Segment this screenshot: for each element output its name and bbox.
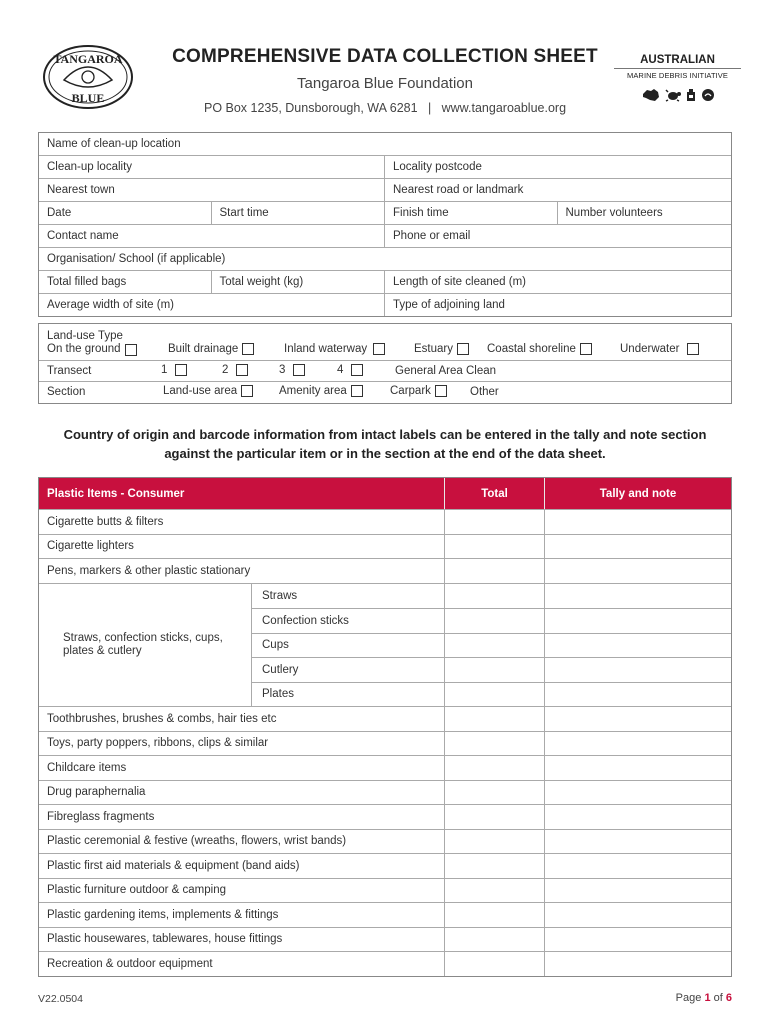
total-cell[interactable]: [445, 535, 545, 559]
turtle-icon: [665, 88, 681, 102]
item-name: Toys, party poppers, ribbons, clips & similar: [39, 732, 445, 756]
length-field[interactable]: [385, 271, 731, 293]
date-label: Date: [47, 207, 72, 219]
item-name: Drug paraphernalia: [39, 781, 445, 805]
table-row: [252, 633, 731, 658]
bags-label: Total filled bags: [47, 276, 127, 288]
amdi-logo: [610, 54, 745, 102]
page-total: 6: [725, 992, 732, 1004]
total-cell[interactable]: [445, 584, 545, 609]
total-cell[interactable]: [445, 781, 545, 805]
coastal-shoreline-label: Coastal shoreline: [487, 343, 576, 355]
item-name: Recreation & outdoor equipment: [39, 952, 445, 976]
adjoining-field[interactable]: [385, 294, 731, 316]
tally-cell[interactable]: [545, 756, 731, 780]
width-label: Average width of site (m): [47, 299, 174, 311]
tally-cell[interactable]: [545, 903, 731, 927]
tally-cell[interactable]: [545, 584, 731, 609]
bottle-icon: [685, 88, 697, 102]
general-area-label: General Area Clean: [395, 365, 497, 377]
transect-3-label: 3: [279, 364, 286, 376]
table-row: [39, 951, 731, 976]
inland-waterway-checkbox[interactable]: [373, 343, 385, 355]
org-address: PO Box 1235, Dunsborough, WA 6281 | www.tangaroablue.org: [203, 101, 567, 115]
table-row: [39, 706, 731, 731]
phone-field[interactable]: [385, 225, 731, 247]
item-name: Cigarette lighters: [39, 535, 445, 559]
total-cell[interactable]: [445, 634, 545, 658]
landuse-table: [38, 323, 732, 404]
total-cell[interactable]: [445, 683, 545, 707]
bird-icon: [701, 88, 715, 102]
table-row: [39, 853, 731, 878]
item-name: Cutlery: [252, 658, 445, 682]
table-row: [39, 534, 731, 559]
underwater-label: Underwater: [620, 343, 680, 355]
amenity-area-checkbox[interactable]: [351, 385, 363, 397]
location-label: Name of clean-up location: [47, 138, 181, 150]
town-field[interactable]: [39, 179, 385, 201]
tally-cell[interactable]: [545, 609, 731, 633]
item-name: Fibreglass fragments: [39, 805, 445, 829]
table-row: [39, 558, 731, 583]
table-row: [39, 755, 731, 780]
table-header: [39, 478, 731, 509]
table-row: [39, 509, 731, 534]
table-row: [39, 829, 731, 854]
landuse-type-label: Land-use Type: [47, 330, 123, 342]
estuary-checkbox[interactable]: [457, 343, 469, 355]
org-name: Tangaroa Blue Foundation: [297, 75, 473, 92]
volunteers-field[interactable]: [558, 202, 732, 224]
landuse-area-checkbox[interactable]: [241, 385, 253, 397]
table-row: [39, 878, 731, 903]
page-label: Page: [675, 992, 702, 1004]
finish-time-field[interactable]: [385, 202, 558, 224]
tally-cell[interactable]: [545, 928, 731, 952]
document-header: [150, 46, 620, 115]
tally-cell[interactable]: [545, 634, 731, 658]
transect-2-checkbox[interactable]: [236, 364, 248, 376]
tally-cell[interactable]: [545, 805, 731, 829]
australia-icon: [641, 88, 661, 102]
postcode-field[interactable]: [385, 156, 731, 178]
other-label: Other: [470, 386, 499, 398]
carpark-checkbox[interactable]: [435, 385, 447, 397]
bags-field[interactable]: [39, 271, 212, 293]
item-name: Plastic gardening items, implements & fittings: [39, 903, 445, 927]
date-field[interactable]: [39, 202, 212, 224]
item-name: Cigarette butts & filters: [39, 510, 445, 534]
estuary-label: Estuary: [414, 343, 453, 355]
amenity-area-label: Amenity area: [279, 385, 347, 397]
total-cell[interactable]: [445, 854, 545, 878]
transect-1-label: 1: [161, 364, 168, 376]
total-cell[interactable]: [445, 609, 545, 633]
start-time-field[interactable]: [212, 202, 386, 224]
locality-label: Clean-up locality: [47, 161, 133, 173]
plastic-items-table: [38, 477, 732, 977]
transect-4-label: 4: [337, 364, 344, 376]
item-name: Cups: [252, 634, 445, 658]
table-row: [252, 608, 731, 633]
length-label: Length of site cleaned (m): [393, 276, 526, 288]
straws-group-label: Straws, confection sticks, cups, plates & cutlery: [39, 584, 252, 707]
tally-cell[interactable]: [545, 658, 731, 682]
tally-cell[interactable]: [545, 683, 731, 707]
built-drainage-label: Built drainage: [168, 343, 239, 355]
table-row: [39, 927, 731, 952]
total-cell[interactable]: [445, 830, 545, 854]
straws-group: [39, 583, 731, 707]
total-cell[interactable]: [445, 805, 545, 829]
amdi-line2: MARINE DEBRIS INITIATIVE: [626, 71, 729, 80]
tally-cell[interactable]: [545, 830, 731, 854]
location-field[interactable]: [39, 133, 731, 155]
tangaroa-blue-logo: [42, 44, 134, 110]
town-label: Nearest town: [47, 184, 115, 196]
carpark-label: Carpark: [390, 385, 431, 397]
header-tally: Tally and note: [599, 487, 677, 500]
adjoining-label: Type of adjoining land: [393, 299, 505, 311]
section-label: Section: [47, 386, 86, 398]
contact-label: Contact name: [47, 230, 119, 242]
total-cell[interactable]: [445, 952, 545, 976]
table-row: [252, 682, 731, 707]
logo-text-top: TANGAROA: [53, 52, 123, 66]
tally-cell[interactable]: [545, 952, 731, 976]
organisation-label: Organisation/ School (if applicable): [47, 253, 226, 265]
barcode-notice: Country of origin and barcode information from intact labels can be entered in the tally and note section against the particular item or in the section at the end of the data sheet.: [63, 427, 707, 461]
table-row: [252, 584, 731, 609]
item-name: Toothbrushes, brushes & combs, hair ties etc: [39, 707, 445, 731]
on-ground-checkbox[interactable]: [125, 344, 137, 356]
tally-cell[interactable]: [545, 707, 731, 731]
tally-cell[interactable]: [545, 510, 731, 534]
total-cell[interactable]: [445, 928, 545, 952]
road-label: Nearest road or landmark: [393, 184, 524, 196]
table-row: [39, 902, 731, 927]
table-row: [39, 731, 731, 756]
organisation-field[interactable]: [39, 248, 731, 270]
weight-field[interactable]: [212, 271, 386, 293]
transect-1-checkbox[interactable]: [175, 364, 187, 376]
tally-cell[interactable]: [545, 559, 731, 583]
weight-label: Total weight (kg): [219, 276, 304, 288]
item-name: Straws: [252, 584, 445, 609]
volunteers-label: Number volunteers: [565, 207, 663, 219]
item-name: Childcare items: [39, 756, 445, 780]
item-name: Plastic furniture outdoor & camping: [39, 879, 445, 903]
logo-text-bottom: BLUE: [71, 91, 105, 105]
tally-cell[interactable]: [545, 854, 731, 878]
item-name: Confection sticks: [252, 609, 445, 633]
item-name: Plates: [252, 683, 445, 707]
tally-cell[interactable]: [545, 781, 731, 805]
transect-2-label: 2: [222, 364, 229, 376]
tally-cell[interactable]: [545, 732, 731, 756]
postcode-label: Locality postcode: [393, 161, 482, 173]
amdi-icons: [610, 88, 745, 102]
table-row: [39, 804, 731, 829]
item-name: Plastic ceremonial & festive (wreaths, flowers, wrist bands): [39, 830, 445, 854]
contact-field[interactable]: [39, 225, 385, 247]
underwater-checkbox[interactable]: [687, 343, 699, 355]
road-field[interactable]: [385, 179, 731, 201]
table-row: [252, 657, 731, 682]
total-cell[interactable]: [445, 559, 545, 583]
transect-4-checkbox[interactable]: [351, 364, 363, 376]
on-ground-label: On the ground: [47, 343, 121, 355]
site-info-table: [38, 132, 732, 317]
transect-3-checkbox[interactable]: [293, 364, 305, 376]
header-total: Total: [445, 478, 545, 509]
page-of: of: [713, 992, 723, 1004]
item-name: Plastic housewares, tablewares, house fittings: [39, 928, 445, 952]
locality-field[interactable]: [39, 156, 385, 178]
page-number: 1: [704, 992, 711, 1004]
total-cell[interactable]: [445, 756, 545, 780]
transect-label: Transect: [47, 365, 92, 377]
item-name: Pens, markers & other plastic stationary: [39, 559, 445, 583]
width-field[interactable]: [39, 294, 385, 316]
start-time-label: Start time: [219, 207, 269, 219]
page-title: COMPREHENSIVE DATA COLLECTION SHEET: [172, 46, 598, 67]
item-name: Plastic first aid materials & equipment (band aids): [39, 854, 445, 878]
tally-cell[interactable]: [545, 535, 731, 559]
total-cell[interactable]: [445, 879, 545, 903]
version-label: V22.0504: [38, 993, 83, 1005]
page-indicator: [676, 992, 732, 1004]
total-cell[interactable]: [445, 510, 545, 534]
inland-waterway-label: Inland waterway: [284, 343, 368, 355]
total-cell[interactable]: [445, 732, 545, 756]
finish-time-label: Finish time: [393, 207, 449, 219]
landuse-area-label: Land-use area: [163, 385, 238, 397]
coastal-shoreline-checkbox[interactable]: [580, 343, 592, 355]
total-cell[interactable]: [445, 903, 545, 927]
header-item: Plastic Items - Consumer: [39, 478, 445, 509]
phone-label: Phone or email: [393, 230, 471, 242]
tally-cell[interactable]: [545, 879, 731, 903]
amdi-line1: AUSTRALIAN: [640, 54, 715, 66]
total-cell[interactable]: [445, 707, 545, 731]
total-cell[interactable]: [445, 658, 545, 682]
table-row: [39, 780, 731, 805]
built-drainage-checkbox[interactable]: [242, 343, 254, 355]
